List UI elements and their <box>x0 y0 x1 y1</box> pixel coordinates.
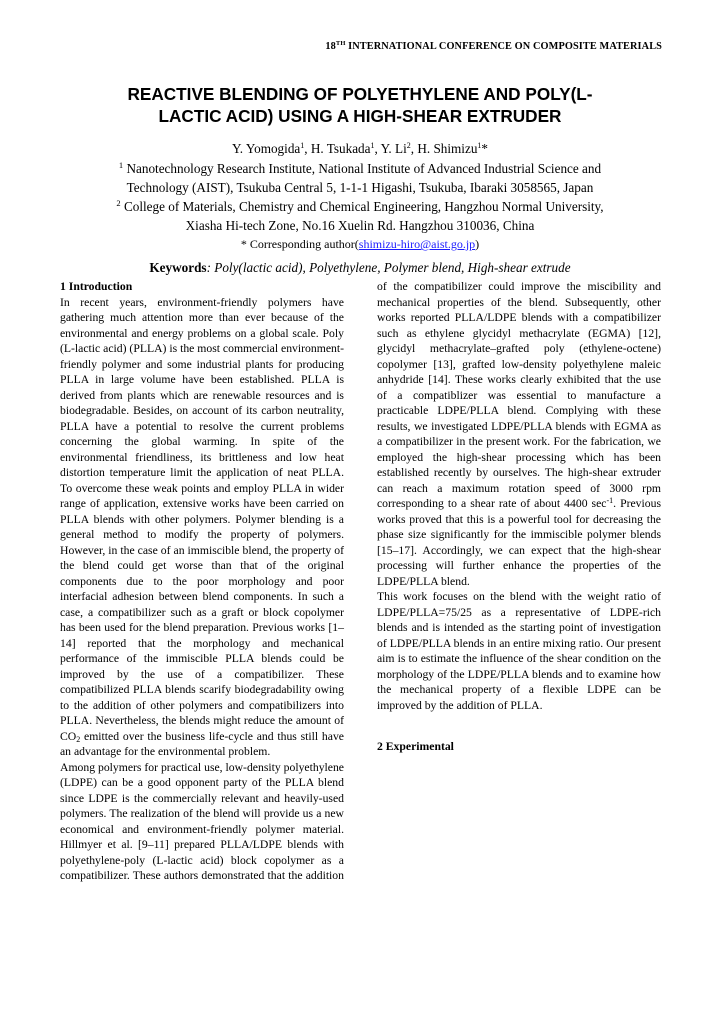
left-column <box>60 279 344 884</box>
affiliation-1-line-2: Technology (AIST), Tsukuba Central 5, 1-1-1 Higashi, Tsukuba, Ibaraki 3058565, Japan <box>126 180 594 195</box>
affiliation-2-line-2: Xiasha Hi-tech Zone, No.16 Xuelin Rd. Hangzhou 310036, China <box>185 218 535 233</box>
running-header <box>0 41 662 52</box>
keywords <box>60 260 660 276</box>
paragraph-2-continued-text: of the compatibilizer could improve the miscibility and mechanical properties of the blend. Subsequently, other works reported PLLA/LDPE blends with a compatibilizer such as ethylene glycidyl methacrylate (EGMA) [12], glycidyl methacrylate–grafted poly (ethylene-octene) copolymer [13], grafted low-density polyethylene maleic anhydride [14]. These works clearly exhibited that the use of a compatiblizer was essential to manufacture a practicable LDPE/PLLA blend. Complying with these results, we investigated LDPE/PLLA blends with EGMA as a compatibilizer in the present work. For the fabrication, we employed the high-shear processing which has been established recently by ourselves. The high-shear extruder can reach a maximum rotation speed of 3000 rpm corresponding to a shear rate of about 4400 sec <box>377 280 661 510</box>
right-column <box>377 279 661 755</box>
inverse-seconds-superscript: -1 <box>606 496 614 505</box>
author-separator: , <box>374 141 381 156</box>
author-name: Y. Yomogida <box>231 141 301 156</box>
affiliation-1-line-1 <box>60 159 660 178</box>
affiliation-1-text: Nanotechnology Research Institute, National Institute of Advanced Industrial Science and <box>123 161 602 176</box>
paper-title <box>60 83 660 127</box>
author-affiliation-mark: 1 <box>300 141 305 150</box>
corresponding-email-link[interactable]: shimizu-hiro@aist.go.jp <box>358 237 476 251</box>
conference-number: 18 <box>325 41 336 52</box>
title-line-2: LACTIC ACID) USING A HIGH-SHEAR EXTRUDER <box>158 106 562 126</box>
paragraph-1-text: In recent years, environment-friendly polymers have gathering much attention more than ever because of the environmental and energy problems on a global scale. Poly (L-lactic acid) (PLLA) is the most commercial environment-friendly polymer and some industrial plants for producing PLLA in large volume have been established. PLLA is derived from plants which are renewable resources and is biodegradable. Besides, on account of its carbon neutrality, PLLA have a potential to resolve the current problems concerning the global warming. In spite of the environmental friendliness, its brittleness and low heat distortion temperature limit the application of neat PLLA. To overcome these weak points and employ PLLA in wider range of application, extensive works have been carried on PLLA blends with other polymers. Polymer blending is a general method to modify the property of polymers. However, in the case of an immiscible blend, the property of the blend could get worse than that of the original components due to the poor morphology and poor interfacial adhesion between blend components. In such a case, a compatibilizer such as a graft or block copolymer has been used for the blend preparation. Previous works [1–14] reported that the morphology and mechanical performance of the immiscible PLLA blends could be improved by the use of a compatibilizer. These compatibilized PLLA blends scarify biodegradability owing to the addition of other polymers and compatibilizers into PLLA. Nevertheless, the blends might reduce the amount of CO <box>60 295 344 743</box>
affiliation-2-line-1 <box>60 197 660 216</box>
section-2-heading: 2 Experimental <box>377 740 454 753</box>
paragraph-3: This work focuses on the blend with the weight ratio of LDPE/PLLA=75/25 as a representative of LDPE-rich blends and is intended as the starting point of investigation of LDPE/PLLA blends in an entire mixing ratio. Our present aim is to estimate the influence of the shear condition on the morphology of the LDPE/PLLA blends and to examine how the mechanical property of a flexible LDPE can be improved by the addition of PLLA. <box>377 590 661 712</box>
author-separator: , <box>304 141 311 156</box>
affiliation-1-number: 1 <box>118 160 124 170</box>
paragraph-1-end: emitted over the business life-cycle and thus still have an advantage for the environmental problem. <box>60 729 344 758</box>
paragraph-2-text: Among polymers for practical use, low-density polyethylene (LDPE) can be a good opponent party of the PLLA blend since LDPE is the commercially relevant and heavily-used polymers. The realization of the blend will provide us a new economical and environment-friendly polymer material. Hillmyer et al. [9–11] prepared PLLA/LDPE blends with polyethylene-poly (L-lactic acid) block copolymer as a compatibilizer. These authors demonstrated that the addition <box>60 760 344 882</box>
conference-ordinal: TH <box>335 40 346 47</box>
author-list <box>60 139 660 158</box>
corresponding-mark: * <box>481 141 489 156</box>
author-name: Y. Li <box>380 141 407 156</box>
author-name: H. Shimizu <box>417 141 478 156</box>
corresponding-prefix: * Corresponding author( <box>240 237 359 251</box>
corresponding-author <box>60 235 660 253</box>
paragraph-2-end: . Previous works proved that this is a powerful tool for decreasing the phase size significantly for the immiscible polymer blends [15–17]. Accordingly, we can expect that the high-shear processing will further enhance the properties of the LDPE/PLLA blend. <box>377 497 662 588</box>
conference-name: INTERNATIONAL CONFERENCE ON COMPOSITE MATERIALS <box>345 41 662 52</box>
co2-subscript: 2 <box>76 734 81 744</box>
keywords-list: : Poly(lactic acid), Polyethylene, Polymer blend, High-shear extrude <box>206 260 571 275</box>
author-affiliation-mark: 2 <box>406 141 411 150</box>
affiliations <box>60 159 660 253</box>
title-line-1: REACTIVE BLENDING OF POLYETHYLENE AND POLY(L- <box>127 84 593 104</box>
corresponding-suffix: ) <box>475 237 480 251</box>
paragraph-1 <box>60 295 344 760</box>
section-1-heading: 1 Introduction <box>60 280 133 293</box>
author-separator: , <box>410 141 418 156</box>
paragraph-2-continued <box>377 279 661 589</box>
affiliation-2-number: 2 <box>116 198 121 208</box>
affiliation-2-text: College of Materials, Chemistry and Chemical Engineering, Hangzhou Normal University, <box>120 199 604 214</box>
author-name: H. Tsukada <box>310 141 371 156</box>
author-affiliation-mark: 1 <box>477 141 482 150</box>
keywords-label: Keywords <box>149 260 207 275</box>
author-affiliation-mark: 1 <box>370 141 375 150</box>
paragraph-2 <box>60 760 344 884</box>
